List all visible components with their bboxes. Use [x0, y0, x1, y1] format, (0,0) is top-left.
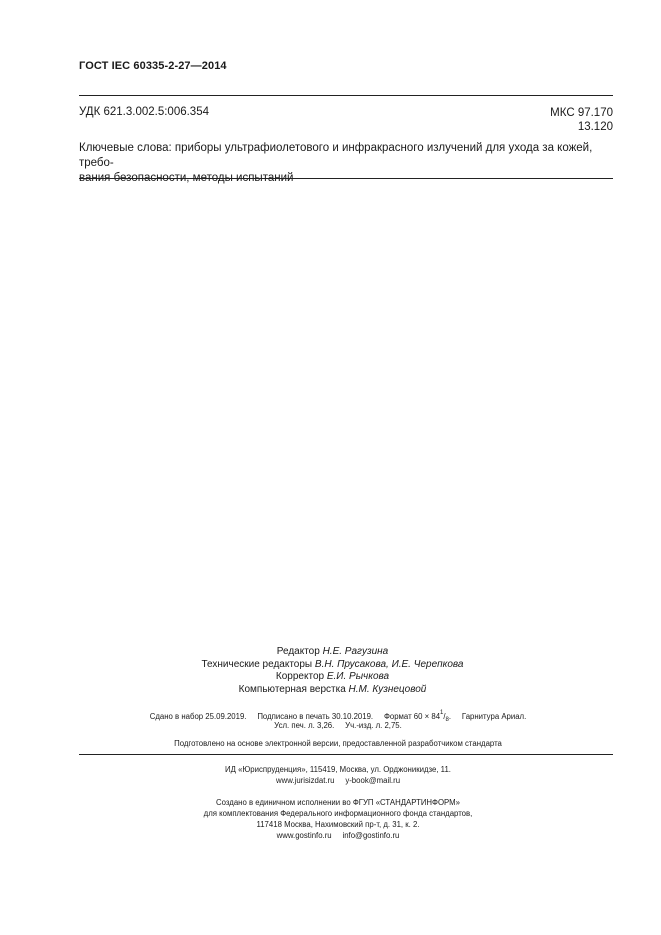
format-suffix: .: [448, 712, 452, 721]
corrector-name: Е.И. Рычкова: [326, 671, 390, 682]
top-divider: [79, 95, 613, 96]
editor-line: [150, 646, 515, 659]
publisher-block: [98, 764, 578, 786]
editor-label: Редактор: [276, 646, 320, 657]
tech-editors-names: В.Н. Прусакова, И.Е. Черепкова: [314, 658, 464, 670]
publisher-contacts: [98, 775, 578, 786]
submitted-date: Сдано в набор 25.09.2019.: [149, 712, 247, 721]
print-sheets: Усл. печ. л. 3,26.: [274, 721, 335, 730]
created-line-2: для комплектования Федерального информационного фонда стандартов,: [203, 809, 473, 818]
imprint-row-2: [98, 721, 578, 731]
corrector-line: [150, 671, 515, 684]
keywords-line-2: вания безопасности, методы испытаний: [79, 172, 294, 184]
mks-line-1: МКС 97.170: [550, 107, 613, 119]
corrector-label: Корректор: [275, 671, 325, 682]
mks-code: [550, 106, 613, 134]
publisher-email[interactable]: y-book@mail.ru: [345, 776, 401, 785]
publisher-address: ИД «Юриспруденция», 115419, Москва, ул. Орджоникидзе, 11.: [225, 765, 451, 774]
udk-code: УДК 621.3.002.5:006.354: [79, 106, 209, 118]
keywords-divider: [79, 178, 613, 179]
created-line-3: 117418 Москва, Нахимовский пр-т, д. 31, к. 2.: [256, 820, 420, 829]
publication-sheets: Уч.-изд. л. 2,75.: [345, 721, 402, 730]
format-sub: 8: [445, 717, 449, 723]
gostinfo-email[interactable]: info@gostinfo.ru: [342, 831, 400, 840]
prepared-note: Подготовлено на основе электронной версии, предоставленной разработчиком стандарта: [174, 739, 502, 748]
tech-editors-label: Технические редакторы: [201, 658, 313, 670]
keywords-block: [79, 141, 615, 186]
mks-line-2: 13.120: [577, 121, 613, 133]
format-sup: 1: [440, 710, 444, 716]
credits-block: [150, 646, 515, 696]
layout-label: Компьютерная верстка: [238, 683, 346, 695]
layout-line: [150, 684, 515, 697]
editor-name: Н.Е. Рагузина: [322, 646, 389, 657]
publisher-website[interactable]: www.jurisizdat.ru: [275, 776, 335, 785]
created-contacts: [98, 830, 578, 841]
format-prefix: Формат 60 × 84: [383, 712, 441, 721]
signed-date: Подписано в печать 30.10.2019.: [257, 712, 374, 721]
created-line-1: Создано в единичном исполнении во ФГУП «СТАНДАРТИНФОРМ»: [216, 798, 460, 807]
keywords-line-1: Ключевые слова: приборы ультрафиолетового и инфракрасного излучений для ухода за кожей, требо-: [79, 142, 593, 169]
created-block: [98, 797, 578, 841]
document-code: ГОСТ IEC 60335-2-27—2014: [79, 60, 227, 72]
gostinfo-website[interactable]: www.gostinfo.ru: [276, 831, 332, 840]
publisher-divider: [79, 754, 613, 755]
format-info: Формат $60 \times 84^1/_8$.: [383, 710, 452, 723]
tech-editors-line: [150, 659, 515, 672]
layout-name: Н.М. Кузнецовой: [348, 683, 427, 695]
typeface-info: Гарнитура Ариал.: [461, 712, 527, 721]
